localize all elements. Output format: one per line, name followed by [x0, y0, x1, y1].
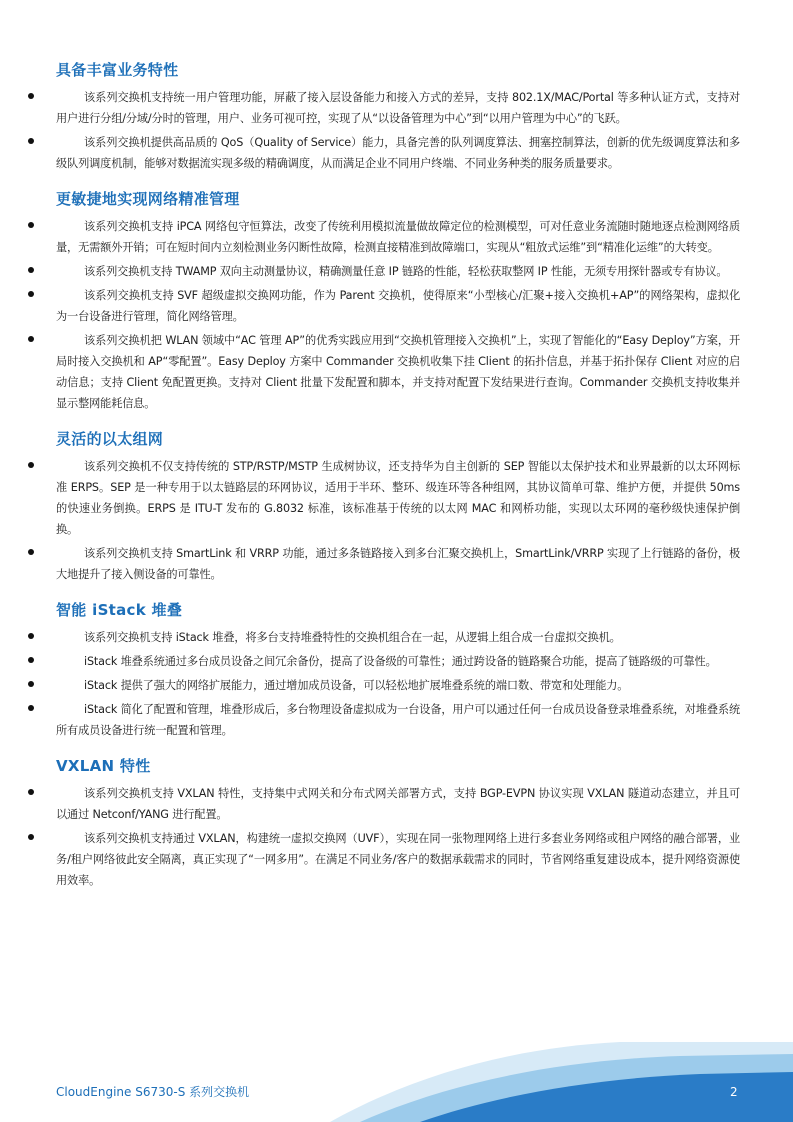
bullet-dot-icon [28, 789, 34, 795]
section [56, 59, 740, 174]
bullet-text: 该系列交换机不仅支持传统的 STP/RSTP/MSTP 生成树协议，还支持华为自主创新的 SEP 智能以太保护技术和业界最新的以太环网标准 ERPS。SEP 是一种专用于以太链路层的环网协议，适用于半环、整环、级连环等各种组网，其协议简单可靠、维护方便，并提供 50ms 的快速业务倒换。ERPS 是 ITU-T 发布的 G.8032 标准，该标准基于传统的以太网 MAC 和网桥功能，实现以太环网的毫秒级快速保护倒换。 [56, 460, 740, 536]
bullet-dot-icon [28, 291, 34, 297]
bullet-dot-icon [28, 336, 34, 342]
bullet-dot-icon [28, 462, 34, 468]
footer-brand: CloudEngine S6730-S 系列交换机 [56, 1085, 250, 1099]
bullet-item [56, 783, 740, 825]
bullet-item [56, 675, 740, 696]
bullet-item [56, 261, 740, 282]
bullet-text: iStack 简化了配置和管理，堆叠形成后，多台物理设备虚拟成为一台设备，用户可以通过任何一台成员设备登录堆叠系统，对堆叠系统所有成员设备进行统一配置和管理。 [56, 703, 740, 737]
page-number: 2 [730, 1085, 738, 1099]
bullet-item [56, 330, 740, 414]
bullet-dot-icon [28, 705, 34, 711]
bullet-dot-icon [28, 222, 34, 228]
bullet-dot-icon [28, 138, 34, 144]
bullet-item [56, 699, 740, 741]
bullet-dot-icon [28, 657, 34, 663]
bullet-item [56, 456, 740, 540]
document-body [56, 59, 740, 905]
bullet-text: iStack 提供了强大的网络扩展能力，通过增加成员设备，可以轻松地扩展堆叠系统的端口数、带宽和处理能力。 [84, 679, 629, 692]
section [56, 755, 740, 891]
section-title: 灵活的以太组网 [56, 430, 164, 448]
bullet-item [56, 87, 740, 129]
bullet-item [56, 828, 740, 891]
bullet-dot-icon [28, 93, 34, 99]
bullet-dot-icon [28, 549, 34, 555]
bullet-text: iStack 堆叠系统通过多台成员设备之间冗余备份，提高了设备级的可靠性；通过跨设备的链路聚合功能，提高了链路级的可靠性。 [84, 655, 717, 668]
bullet-dot-icon [28, 681, 34, 687]
bullet-item [56, 285, 740, 327]
bullet-item [56, 627, 740, 648]
bullet-text: 该系列交换机提供高品质的 QoS（Quality of Service）能力，具备完善的队列调度算法、拥塞控制算法，创新的优先级调度算法和多级队列调度机制，能够对数据流实现多级的精确调度，从而满足企业不同用户终端、不同业务种类的服务质量要求。 [56, 136, 740, 170]
section [56, 188, 740, 414]
bullet-item [56, 216, 740, 258]
section [56, 428, 740, 585]
bullet-text: 该系列交换机支持通过 VXLAN，构建统一虚拟交换网（UVF），实现在同一张物理网络上进行多套业务网络或租户网络的融合部署，业务/租户网络彼此安全隔离，真正实现了“一网多用”。在满足不同业务/客户的数据承载需求的同时，节省网络重复建设成本，提升网络资源使用效率。 [56, 832, 740, 887]
bullet-text: 该系列交换机支持 iPCA 网络包守恒算法，改变了传统利用模拟流量做故障定位的检测模型，可对任意业务流随时随地逐点检测网络质量，无需额外开销；可在短时间内立刻检测业务闪断性故障，检测直接精准到故障端口，实现从“粗放式运维”到“精准化运维”的大转变。 [56, 220, 740, 254]
bullet-item [56, 543, 740, 585]
section-title: 更敏捷地实现网络精准管理 [56, 190, 240, 208]
bullet-text: 该系列交换机支持 TWAMP 双向主动测量协议，精确测量任意 IP 链路的性能，轻松获取整网 IP 性能，无须专用探针器或专有协议。 [84, 265, 728, 278]
bullet-text: 该系列交换机支持 iStack 堆叠，将多台支持堆叠特性的交换机组合在一起，从逻辑上组合成一台虚拟交换机。 [84, 631, 621, 644]
bullet-text: 该系列交换机支持统一用户管理功能，屏蔽了接入层设备能力和接入方式的差异，支持 802.1X/MAC/Portal 等多种认证方式，支持对用户进行分组/分域/分时的管理，用户、业务可视可控，实现了从“以设备管理为中心”到“以用户管理为中心”的飞跃。 [56, 91, 740, 125]
bullet-dot-icon [28, 834, 34, 840]
footer-wave-decoration [0, 1042, 793, 1122]
bullet-text: 该系列交换机支持 SmartLink 和 VRRP 功能，通过多条链路接入到多台汇聚交换机上，SmartLink/VRRP 实现了上行链路的备份，极大地提升了接入侧设备的可靠性。 [56, 547, 740, 581]
bullet-text: 该系列交换机把 WLAN 领域中“AC 管理 AP”的优秀实践应用到“交换机管理接入交换机”上，实现了智能化的“Easy Deploy”方案，开局时接入交换机和 AP“零配置”。Easy Deploy 方案中 Commander 交换机收集下挂 Client 的拓扑信息，并基于拓扑保存 Client 对应的启动信息；支持 Client 免配置更换。支持对 Client 批量下发配置和脚本，并支持对配置下发结果进行查询。Commander 交换机支持收集并显示整网能耗信息。 [56, 334, 740, 410]
bullet-item [56, 132, 740, 174]
section-title: VXLAN 特性 [56, 757, 151, 775]
bullet-dot-icon [28, 267, 34, 273]
section-title: 智能 iStack 堆叠 [56, 601, 183, 619]
bullet-text: 该系列交换机支持 SVF 超级虚拟交换网功能，作为 Parent 交换机，使得原来“小型核心/汇聚+接入交换机+AP”的网络架构，虚拟化为一台设备进行管理，简化网络管理。 [56, 289, 740, 323]
section [56, 599, 740, 741]
bullet-dot-icon [28, 633, 34, 639]
bullet-text: 该系列交换机支持 VXLAN 特性，支持集中式网关和分布式网关部署方式，支持 BGP-EVPN 协议实现 VXLAN 隧道动态建立，并且可以通过 Netconf/YANG 进行配置。 [56, 787, 740, 821]
bullet-item [56, 651, 740, 672]
section-title: 具备丰富业务特性 [56, 61, 179, 79]
